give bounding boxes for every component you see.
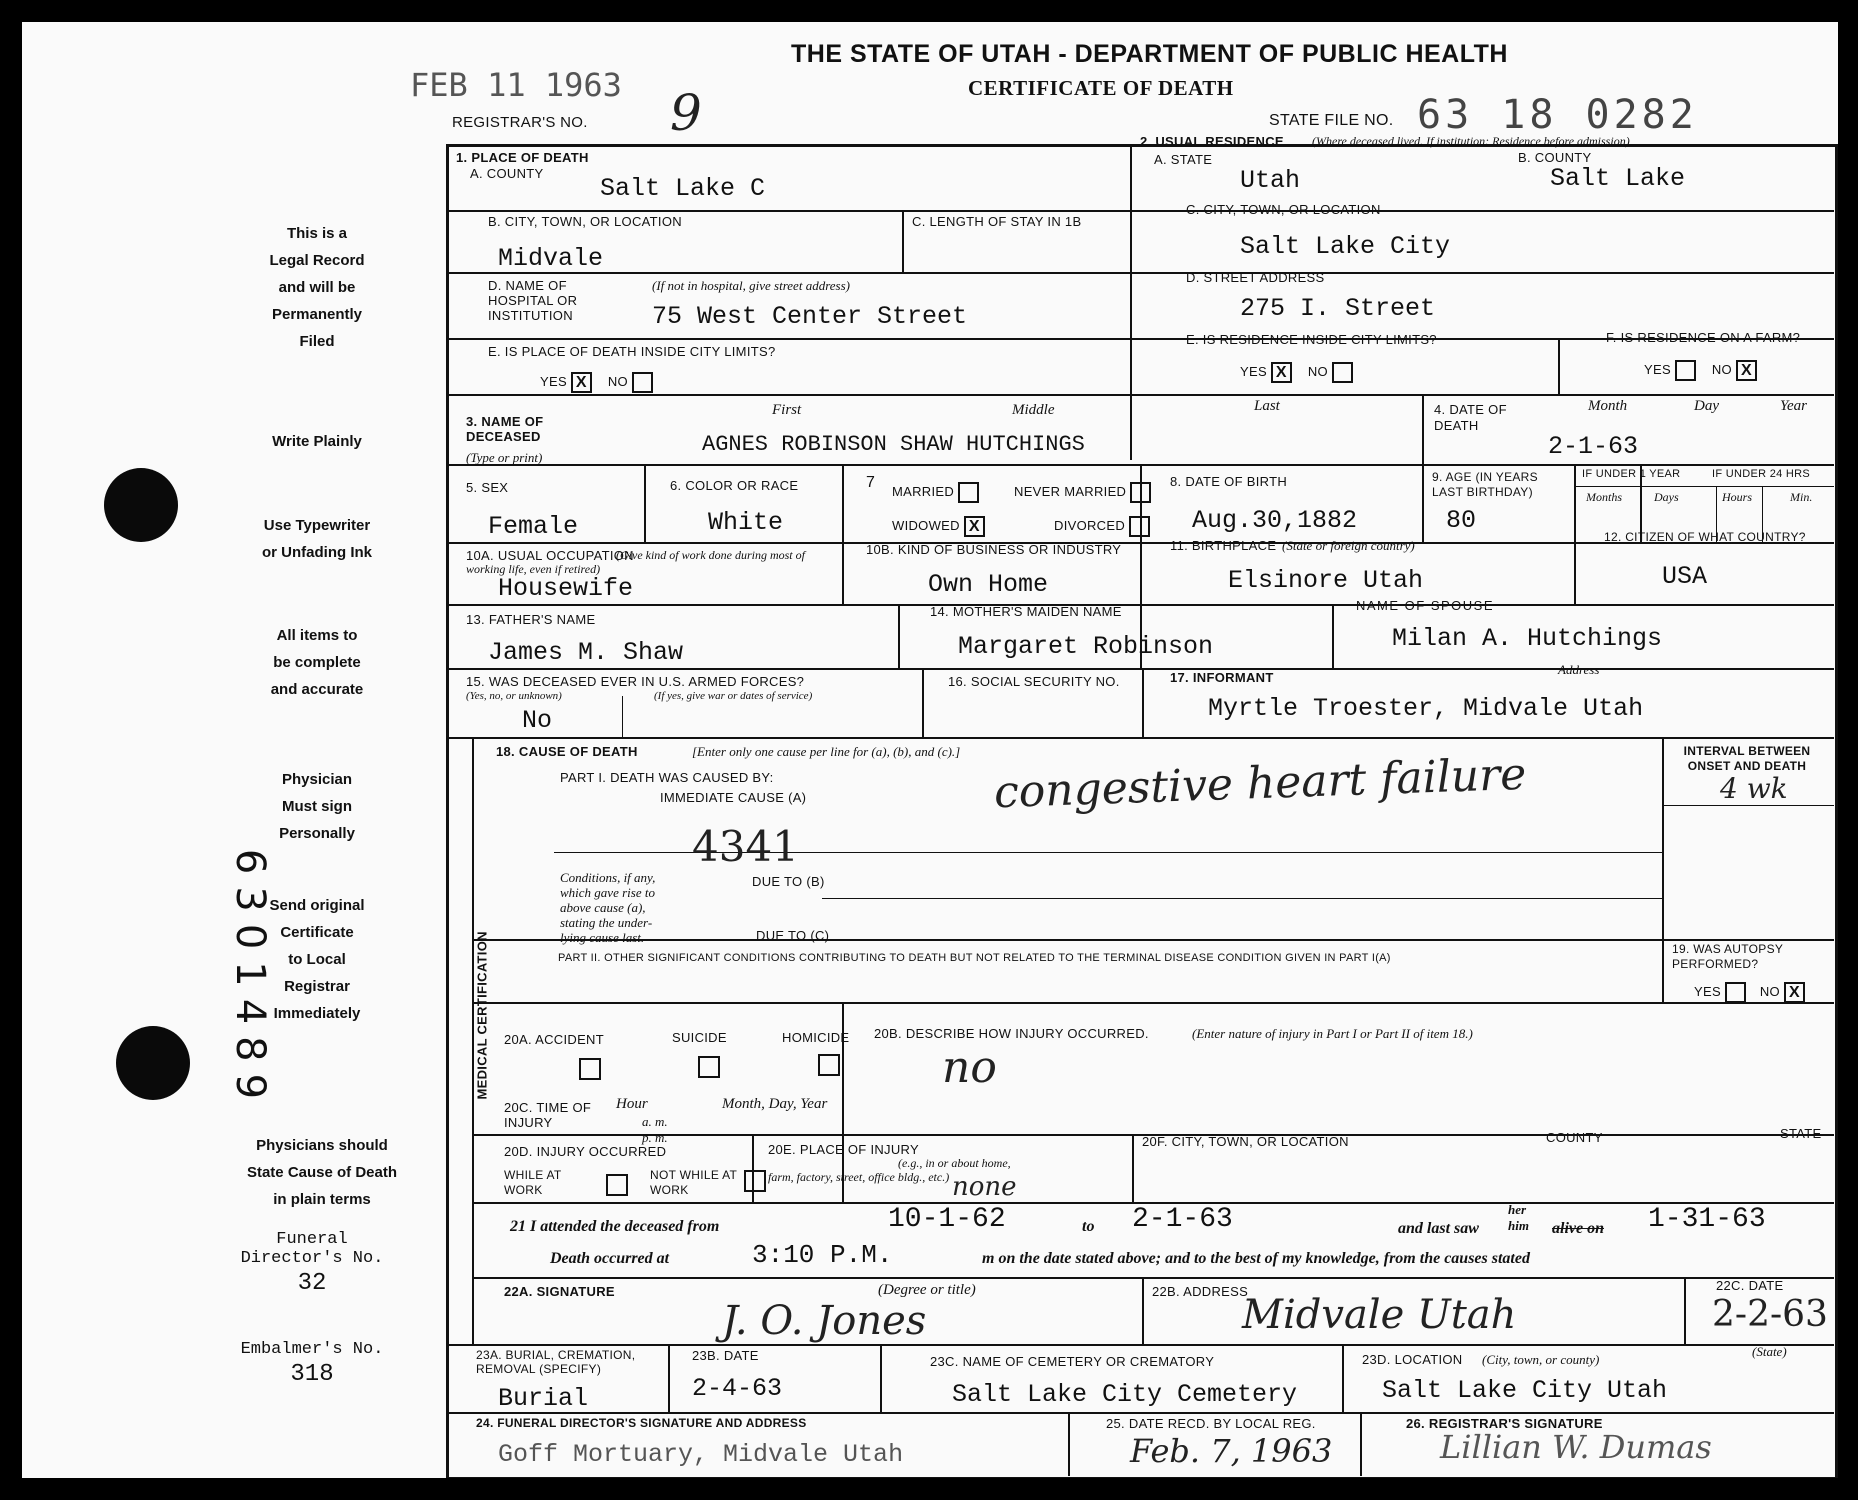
label-cause-note: [Enter only one cause per line for (a), (b), and (c).] — [692, 744, 961, 759]
label-county: A. COUNTY — [470, 166, 544, 181]
certificate-page — [22, 22, 1838, 1478]
label-social-security: 16. SOCIAL SECURITY NO. — [948, 674, 1120, 689]
label-death-statement: m on the date stated above; and to the best of my knowledge, from the causes stated — [982, 1250, 1530, 1267]
label-physician-address: 22B. ADDRESS — [1152, 1284, 1249, 1299]
value-date-of-birth: Aug.30,1882 — [1192, 506, 1358, 535]
label-birthplace-note: (State or foreign country) — [1282, 538, 1415, 553]
label-date-of-birth: 8. DATE OF BIRTH — [1170, 474, 1288, 489]
value-last-saw: 1-31-63 — [1648, 1204, 1766, 1235]
label-location: 23D. LOCATION — [1362, 1352, 1463, 1367]
label-suicide: SUICIDE — [672, 1030, 727, 1045]
sidebar-physicians-should: Physicians should State Cause of Death in plain terms — [246, 1137, 398, 1208]
checkbox-residence-farm[interactable]: YES NO X — [1644, 360, 1757, 381]
checkbox-while-at-work[interactable] — [606, 1174, 628, 1196]
label-usual-residence-note: (Where deceased lived. If institution: Residence before admission) — [1312, 134, 1630, 148]
registrar-no-value: 9 — [670, 84, 702, 142]
label-am: a. m. — [642, 1114, 668, 1129]
label-inside-city-limits: E. IS PLACE OF DEATH INSIDE CITY LIMITS? — [488, 344, 776, 359]
label-attended-from: 21 I attended the deceased from — [510, 1218, 720, 1235]
value-county: Salt Lake C — [600, 174, 766, 203]
label-injury-state: STATE — [1780, 1126, 1822, 1141]
punch-hole-top — [104, 468, 178, 542]
certificate-title: CERTIFICATE OF DEATH — [968, 76, 1234, 100]
value-mother-name: Margaret Robinson — [958, 632, 1214, 661]
label-sex: 5. SEX — [466, 480, 509, 495]
value-citizen: USA — [1662, 562, 1708, 591]
physician-signature: J. O. Jones — [722, 1298, 927, 1344]
label-cause-of-death: 18. CAUSE OF DEATH — [496, 744, 638, 759]
state-file-label: STATE FILE NO. — [1269, 112, 1394, 129]
checkbox-death-inside-city[interactable]: YES X NO — [540, 372, 653, 393]
value-location: Salt Lake City Utah — [1382, 1376, 1668, 1405]
value-injury-description: no — [942, 1042, 997, 1093]
sidebar-legal-record: This is a Legal Record and will be Permanently Filed — [269, 225, 365, 350]
label-armed-forces: 15. WAS DECEASED EVER IN U.S. ARMED FORCES? — [466, 674, 805, 689]
label-her-him: her him — [1508, 1202, 1529, 1233]
checkbox-residence-inside-city[interactable]: YES X NO — [1240, 362, 1353, 383]
label-injury-description: 20B. DESCRIBE HOW INJURY OCCURRED. — [874, 1026, 1149, 1041]
label-month-day-year: Month, Day, Year — [722, 1096, 828, 1112]
label-part-2: PART II. OTHER SIGNIFICANT CONDITIONS CONTRIBUTING TO DEATH BUT NOT RELATED TO THE TERMINAL DISEASE CONDITION GIVEN IN PART I(A) — [558, 952, 1391, 964]
label-death-occurred: Death occurred at — [550, 1250, 670, 1267]
label-race: 6. COLOR OR RACE — [670, 478, 799, 493]
label-city: B. CITY, TOWN, OR LOCATION — [488, 214, 682, 229]
registrar-signature: Lillian W. Dumas — [1440, 1428, 1712, 1466]
state-file-value: 63 18 0282 — [1417, 92, 1698, 138]
label-min: Min. — [1790, 490, 1813, 504]
label-due-to-c: DUE TO (C) — [756, 928, 830, 943]
value-funeral-director: Goff Mortuary, Midvale Utah — [498, 1440, 904, 1469]
value-interval: 4 wk — [1720, 772, 1788, 805]
checkbox-homicide[interactable] — [818, 1054, 840, 1076]
label-hospital-note: (If not in hospital, give street address) — [652, 278, 850, 293]
label-citizen: 12. CITIZEN OF WHAT COUNTRY? — [1604, 530, 1806, 544]
value-age: 80 — [1446, 506, 1477, 535]
label-birthplace: 11. BIRTHPLACE — [1170, 538, 1277, 553]
label-part-1: PART I. DEATH WAS CAUSED BY: — [560, 770, 774, 785]
label-mother-name: 14. MOTHER'S MAIDEN NAME — [930, 604, 1122, 619]
label-last-saw: and last saw — [1398, 1220, 1479, 1237]
label-date-recd: 25. DATE RECD. BY LOCAL REG. — [1106, 1416, 1316, 1431]
value-residence-city: Salt Lake City — [1240, 232, 1451, 261]
label-funeral-director: 24. FUNERAL DIRECTOR'S SIGNATURE AND ADDRESS — [476, 1416, 807, 1430]
label-name-deceased: 3. NAME OF DECEASED — [466, 414, 544, 444]
punch-hole-bottom — [116, 1026, 190, 1100]
label-conditions: Conditions, if any, which gave rise to above cause (a), stating the under- lying cause last. — [560, 870, 656, 945]
option-widowed[interactable]: WIDOWED X — [892, 516, 985, 537]
label-degree: (Degree or title) — [878, 1282, 976, 1298]
label-place-of-injury: 20E. PLACE OF INJURY — [768, 1142, 919, 1157]
label-occupation: 10A. USUAL OCCUPATION — [466, 548, 634, 563]
value-business: Own Home — [928, 570, 1049, 599]
sidebar-funeral-director: Funeral Director's No. 32 — [240, 1230, 384, 1297]
value-place-of-injury: none — [952, 1172, 1017, 1202]
value-birthplace: Elsinore Utah — [1228, 566, 1424, 595]
label-hours: Hours — [1722, 490, 1753, 504]
label-date-of-death: 4. DATE OF DEATH — [1434, 402, 1507, 433]
option-not-while-at-work[interactable]: NOT WHILE AT WORK — [650, 1168, 737, 1197]
label-hospital: D. NAME OF HOSPITAL OR INSTITUTION — [488, 278, 578, 323]
registrar-no-label: REGISTRAR'S NO. — [452, 114, 588, 131]
value-burial: Burial — [498, 1384, 589, 1413]
sidebar-physician: Physician Must sign Personally — [279, 771, 355, 842]
label-immediate-cause: IMMEDIATE CAUSE (A) — [660, 790, 807, 805]
value-spouse: Milan A. Hutchings — [1392, 624, 1663, 653]
value-city: Midvale — [498, 244, 604, 273]
label-burial-date: 23B. DATE — [692, 1348, 759, 1363]
value-immediate-cause: congestive heart failure — [993, 748, 1528, 819]
label-length-of-stay: C. LENGTH OF STAY IN 1B — [912, 214, 1082, 229]
label-cemetery: 23C. NAME OF CEMETERY OR CREMATORY — [930, 1354, 1215, 1369]
label-age: 9. AGE (IN YEARS LAST BIRTHDAY) — [1432, 470, 1538, 499]
checkbox-not-while-at-work[interactable] — [744, 1170, 766, 1192]
label-injury-occurred: 20D. INJURY OCCURRED — [504, 1144, 667, 1159]
label-state-note: (State) — [1752, 1344, 1787, 1359]
label-under-24-hours: IF UNDER 24 HRS — [1712, 468, 1811, 480]
value-residence-county: Salt Lake — [1550, 164, 1686, 193]
label-informant: 17. INFORMANT — [1170, 670, 1274, 685]
label-armed-forces-note2: (If yes, give war or dates of service) — [654, 690, 813, 702]
label-place-of-death: 1. PLACE OF DEATH — [456, 150, 589, 165]
label-accident: 20A. ACCIDENT — [504, 1032, 604, 1047]
stamp-date: FEB 11 1963 — [410, 66, 622, 104]
option-never-married[interactable]: NEVER MARRIED — [1014, 482, 1151, 503]
vertical-number: 6301489 — [227, 848, 273, 1112]
value-armed-forces: No — [522, 706, 553, 735]
state-title: THE STATE OF UTAH - DEPARTMENT OF PUBLIC HEALTH — [791, 40, 1508, 68]
label-last: Last — [1254, 398, 1280, 414]
label-hour: Hour — [616, 1096, 648, 1112]
option-while-at-work[interactable]: WHILE AT WORK — [504, 1168, 562, 1197]
label-autopsy: 19. WAS AUTOPSY PERFORMED? — [1672, 942, 1783, 971]
value-physician-address: Midvale Utah — [1242, 1292, 1517, 1338]
label-first: First — [772, 402, 802, 418]
label-pm: p. m. — [642, 1130, 668, 1145]
label-signature: 22A. SIGNATURE — [504, 1284, 615, 1299]
label-residence-inside-city: E. IS RESIDENCE INSIDE CITY LIMITS? — [1186, 332, 1437, 347]
value-burial-date: 2-4-63 — [692, 1374, 783, 1403]
value-occupation: Housewife — [498, 574, 634, 603]
label-signature-date: 22C. DATE — [1716, 1278, 1784, 1293]
sidebar-typewriter: Use Typewriter or Unfading Ink — [262, 517, 372, 561]
label-burial: 23A. BURIAL, CREMATION, REMOVAL (SPECIFY) — [476, 1348, 636, 1376]
label-registrar-signature: 26. REGISTRAR'S SIGNATURE — [1406, 1416, 1603, 1431]
label-residence-county: B. COUNTY — [1518, 150, 1592, 165]
label-injury-county: COUNTY — [1546, 1130, 1603, 1145]
value-sex: Female — [488, 512, 579, 541]
sidebar-write-plainly: Write Plainly — [272, 433, 362, 450]
label-location-note: (City, town, or county) — [1482, 1352, 1600, 1367]
label-due-to-b: DUE TO (B) — [752, 874, 825, 889]
value-race: White — [708, 508, 784, 537]
label-injury-city: 20F. CITY, TOWN, OR LOCATION — [1142, 1134, 1349, 1149]
checkbox-suicide[interactable] — [698, 1056, 720, 1078]
value-father-name: James M. Shaw — [488, 638, 684, 667]
value-cemetery: Salt Lake City Cemetery — [952, 1380, 1298, 1409]
sidebar-complete: All items to be complete and accurate — [270, 627, 364, 698]
label-days: Days — [1654, 490, 1679, 504]
option-divorced[interactable]: DIVORCED — [1054, 516, 1150, 537]
value-date-recd: Feb. 7, 1963 — [1130, 1432, 1333, 1470]
label-armed-forces-note1: (Yes, no, or unknown) — [466, 690, 562, 702]
label-homicide: HOMICIDE — [782, 1030, 850, 1045]
label-street-address: D. STREET ADDRESS — [1186, 270, 1325, 285]
value-name-deceased: AGNES ROBINSON SHAW HUTCHINGS — [702, 432, 1085, 457]
label-interval: INTERVAL BETWEEN ONSET AND DEATH — [1683, 744, 1811, 773]
value-date-of-death: 2-1-63 — [1548, 432, 1639, 461]
label-alive-on: alive on — [1552, 1220, 1604, 1237]
label-place-of-injury-note: (e.g., in or about home, farm, factory, street, office bldg., etc.) — [768, 1156, 1011, 1184]
value-state: Utah — [1240, 166, 1301, 195]
label-month: Month — [1588, 398, 1628, 414]
label-day: Day — [1694, 398, 1719, 414]
label-residence-city: C. CITY, TOWN, OR LOCATION — [1186, 202, 1381, 217]
label-residence-farm: F. IS RESIDENCE ON A FARM? — [1606, 330, 1801, 345]
value-attended-from: 10-1-62 — [888, 1204, 1006, 1235]
label-year: Year — [1780, 398, 1807, 414]
label-months: Months — [1586, 490, 1622, 504]
label-spouse: NAME OF SPOUSE — [1356, 598, 1495, 613]
label-injury-description-note: (Enter nature of injury in Part I or Part II of item 18.) — [1192, 1026, 1473, 1041]
label-father-name: 13. FATHER'S NAME — [466, 612, 596, 627]
option-married[interactable]: MARRIED — [892, 482, 979, 503]
label-marital-number: 7 — [866, 474, 876, 491]
checkbox-autopsy[interactable]: YES NO X — [1694, 982, 1805, 1003]
label-time-of-injury: 20C. TIME OF INJURY — [504, 1100, 592, 1130]
label-medical-certification: MEDICAL CERTIFICATION — [474, 931, 490, 1100]
label-occupation-note: (Give kind of work done during most of working life, even if retired) — [466, 548, 805, 576]
label-usual-residence: 2. USUAL RESIDENCE — [1140, 134, 1284, 149]
label-state: A. STATE — [1154, 152, 1213, 167]
value-signature-date: 2-2-63 — [1712, 1294, 1828, 1335]
label-to: to — [1082, 1218, 1095, 1235]
value-hospital: 75 West Center Street — [652, 302, 968, 331]
checkbox-accident[interactable] — [579, 1058, 601, 1080]
sidebar-embalmer: Embalmer's No. 318 — [240, 1340, 384, 1388]
label-business: 10B. KIND OF BUSINESS OR INDUSTRY — [866, 542, 1122, 557]
sidebar-send-original: Send original Certificate to Local Registrar Immediately — [269, 897, 365, 1022]
label-middle: Middle — [1012, 402, 1055, 418]
label-under-1-year: IF UNDER 1 YEAR — [1582, 468, 1681, 480]
value-disease-code: 4341 — [692, 822, 799, 871]
value-attended-to: 2-1-63 — [1132, 1204, 1233, 1235]
label-name-note: (Type or print) — [466, 450, 543, 465]
value-street-address: 275 I. Street — [1240, 294, 1436, 323]
label-address: Address — [1558, 662, 1600, 677]
value-informant: Myrtle Troester, Midvale Utah — [1208, 694, 1644, 723]
value-death-time: 3:10 P.M. — [752, 1240, 893, 1270]
